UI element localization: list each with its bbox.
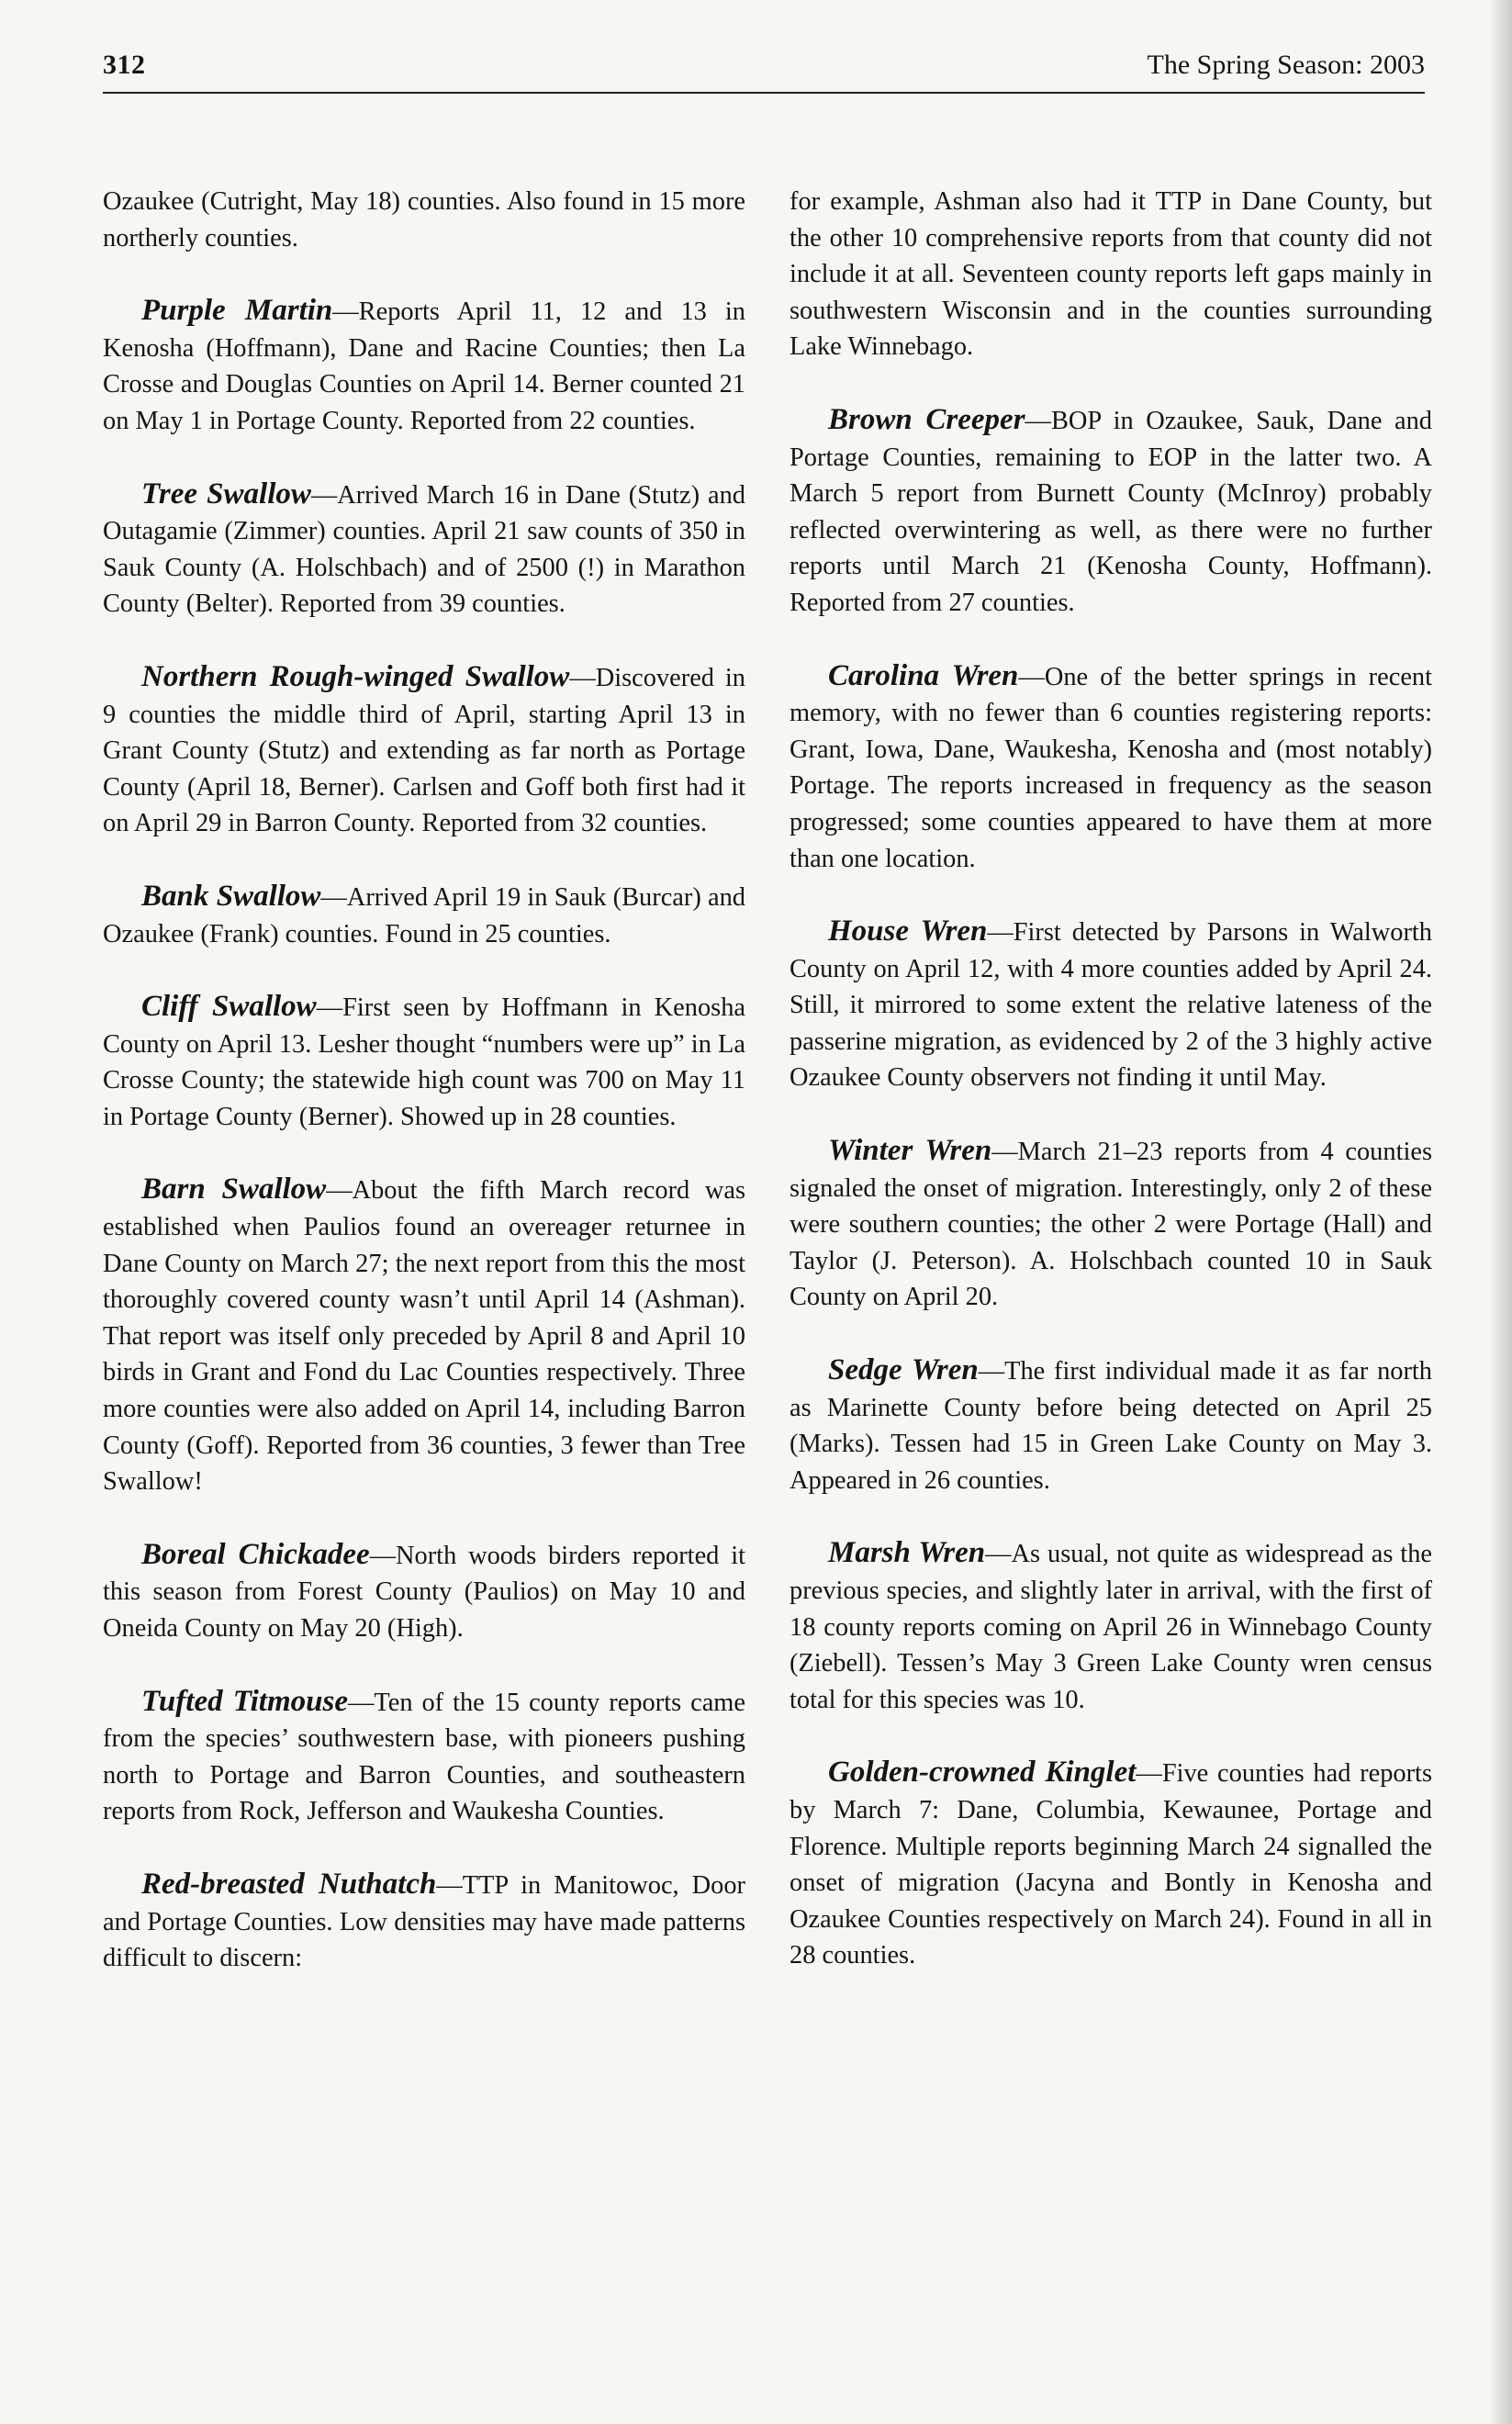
species-text: —March 21–23 reports from 4 counties signaled the onset of migration. Interestingly, only 2 of these were southern counties; the other 2 were Portage (Hall) and Taylor (J. Peterson). A. Holschbach counted 10 in Sauk County on April 20.: [790, 1138, 1432, 1312]
species-name: Tufted Titmouse: [141, 1684, 348, 1718]
species-entry: [790, 402, 1432, 622]
species-text: —First seen by Hoffmann in Kenosha County on April 13. Lesher thought “numbers were up” in La Crosse County; the statewide high count was 700 on May 11 in Portage County (Berner). Showed up in 28 counties.: [103, 993, 745, 1131]
species-name: Red-breasted Nuthatch: [141, 1867, 437, 1901]
species-entry: [790, 1352, 1432, 1498]
species-name: Brown Creeper: [828, 402, 1025, 436]
species-text: —As usual, not quite as widespread as the previous species, and slightly later in arrival, with the first of 18 county reports coming on April 26 in Winnebago County (Ziebell). Tessen’s May 3 Green Lake County wren census total for this species was 10.: [790, 1540, 1432, 1714]
species-name: House Wren: [828, 915, 988, 948]
species-entry: [103, 1684, 745, 1830]
species-text: —The first individual made it as far north as Marinette County before being detected on April 25 (Marks). Tessen had 15 in Green Lake County on May 3. Appeared in 26 counties.: [790, 1357, 1432, 1495]
species-text: —Ten of the 15 county reports came from the species’ southwestern base, with pioneers pushing north to Portage and Barron Counties, and southeastern reports from Rock, Jefferson and Waukesha Counties.: [103, 1688, 745, 1826]
species-name: Purple Martin: [141, 294, 333, 328]
species-text: —Reports April 11, 12 and 13 in Kenosha (Hoffmann), Dane and Racine Counties; then La Crosse and Douglas Counties on April 14. Berner counted 21 on May 1 in Portage County. Reported from 22 counties.: [103, 297, 745, 435]
species-entry: [790, 914, 1432, 1096]
right-column: [790, 184, 1432, 2011]
species-name: Winter Wren: [828, 1134, 992, 1168]
species-text: —About the fifth March record was established when Paulios found an overeager returnee in Dane County on March 27; the next report from this the most thoroughly covered county wasn’t until April 14 (Ashman). That report was itself only preceded by April 8 and April 10 birds in Grant and Fond du Lac Counties respectively. Three more counties were also added on April 14, including Barron County (Goff). Reported from 36 counties, 3 fewer than Tree Swallow!: [103, 1176, 746, 1497]
species-name: Northern Rough-winged Swallow: [141, 659, 570, 693]
species-entry: [790, 1535, 1432, 1718]
species-entry: [103, 1172, 745, 1499]
species-text: —Five counties had reports by March 7: Dane, Columbia, Kewaunee, Portage and Florence. Multiple reports beginning March 24 signalled the onset of migration (Jacyna and Bontly in Kenosha and Ozaukee Counties respectively on March 24). Found in all in 28 counties.: [790, 1759, 1432, 1970]
species-entry: [103, 879, 745, 952]
species-text: —BOP in Ozaukee, Sauk, Dane and Portage Counties, remaining to EOP in the latter two. A March 5 report from Burnett County (McInroy) probably reflected overwintering as well, as there were no further reports until March 21 (Kenosha County, Hoffmann). Reported from 27 counties.: [790, 406, 1432, 617]
species-name: Tree Swallow: [141, 477, 311, 511]
species-text: —Arrived April 19 in Sauk (Burcar) and Ozaukee (Frank) counties. Found in 25 counties.: [103, 882, 745, 948]
species-name: Carolina Wren: [828, 658, 1019, 692]
species-entry: [103, 1867, 745, 1977]
continuation-paragraph: Ozaukee (Cutright, May 18) counties. Also found in 15 more northerly counties.: [103, 187, 745, 252]
continuation-paragraph: for example, Ashman also had it TTP in Dane County, but the other 10 comprehensive reports from that county did not include it at all. Seventeen county reports left gaps mainly in southwestern Wisconsin and in the counties surrounding Lake Winnebago.: [790, 187, 1432, 362]
species-name: Sedge Wren: [828, 1353, 979, 1387]
page-header: [103, 46, 1425, 94]
species-name: Golden-crowned Kinglet: [828, 1756, 1137, 1790]
running-title: The Spring Season: 2003: [1147, 50, 1425, 80]
species-text: —TTP in Manitowoc, Door and Portage Counties. Low densities may have made patterns difficult to discern:: [103, 1870, 745, 1973]
species-entry: [103, 659, 745, 842]
species-name: Bank Swallow: [141, 879, 321, 913]
species-text: —First detected by Parsons in Walworth County on April 12, with 4 more counties added by April 24. Still, it mirrored to some extent the relative lateness of the passerine migration, as evidenced by 2 of the 3 highly active Ozaukee County observers not finding it until May.: [790, 918, 1432, 1093]
species-entry: [103, 293, 745, 439]
species-entry: [103, 1537, 745, 1647]
species-name: Barn Swallow: [141, 1173, 327, 1206]
species-name: Marsh Wren: [828, 1536, 986, 1570]
species-entry: [790, 1133, 1432, 1316]
species-entry: [103, 989, 745, 1135]
page-edge-shadow: [1488, 0, 1512, 2424]
species-entry: [103, 477, 745, 623]
species-text: —North woods birders reported it this season from Forest County (Paulios) on May 10 and Oneida County on May 20 (High).: [103, 1541, 745, 1643]
species-name: Boreal Chickadee: [141, 1537, 370, 1571]
species-text: —One of the better springs in recent memory, with no fewer than 6 counties registering reports: Grant, Iowa, Dane, Waukesha, Kenosha and (most notably) Portage. The reports increased in frequency as the season progressed; some counties appeared to have them at more than one location.: [790, 662, 1433, 873]
species-text: —Arrived March 16 in Dane (Stutz) and Outagamie (Zimmer) counties. April 21 saw counts of 350 in Sauk County (A. Holschbach) and of 2500 (!) in Marathon County (Belter). Reported from 39 counties.: [103, 480, 746, 619]
left-column: [103, 184, 745, 2014]
page-number: 312: [103, 50, 146, 80]
species-entry: [790, 658, 1432, 878]
species-entry: [790, 1755, 1432, 1974]
species-name: Cliff Swallow: [141, 990, 317, 1024]
species-text: —Discovered in 9 counties the middle third of April, starting April 13 in Grant County (Stutz) and extending as far north as Portage County (April 18, Berner). Carlsen and Goff both first had it on April 29 in Barron County. Reported from 32 counties.: [103, 663, 746, 838]
